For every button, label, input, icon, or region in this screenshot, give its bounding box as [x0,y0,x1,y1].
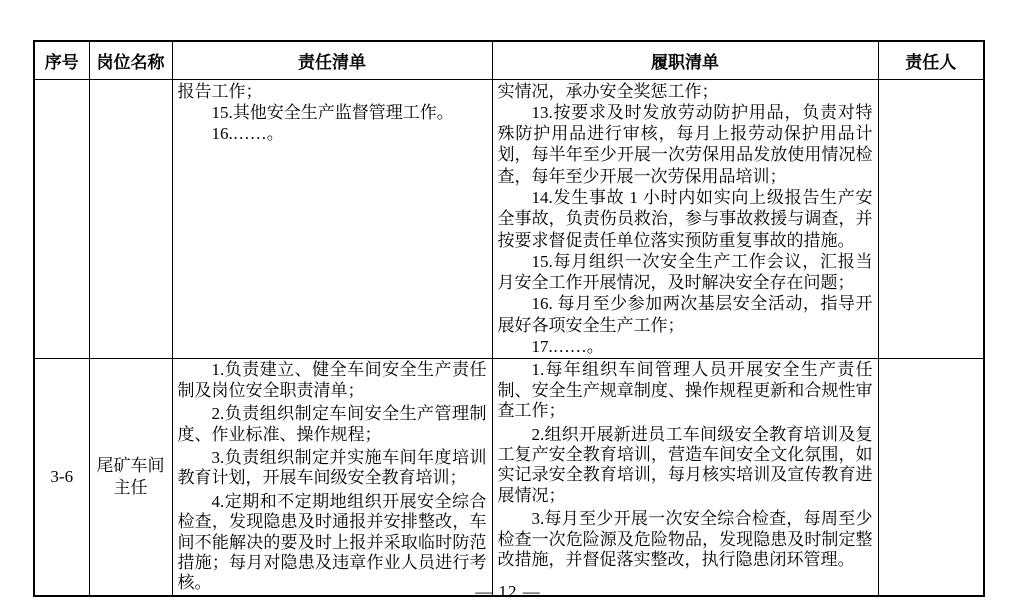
duty-paragraph: 16. 每月至少参加两次基层安全活动，指导开展好各项安全生产工作； [497,294,873,335]
responsibility-paragraph: 15.其他安全生产监督管理工作。 [211,102,454,122]
serial-cell: 3-6 [34,359,89,596]
duty-paragraph: 17.……。 [531,337,604,357]
col-header-responsibility-list: 责任清单 [172,41,492,79]
duty-cell [492,79,878,359]
position-cell: 尾矿车间主任 [89,359,172,596]
table-row [34,79,984,359]
duty-paragraph: 3.每月至少开展一次安全综合检查，每周至少检查一次危险源及危险物品，发现隐患及时制定整改措施，并督促落实整改，执行隐患闭环管理。 [497,509,873,570]
page-number: — 12 — [475,582,541,601]
col-header-responsible-person: 责任人 [878,41,984,79]
duty-paragraph: 实情况，承办安全奖惩工作； [497,81,719,101]
responsibility-paragraph: 4.定期和不定期地组织开展安全综合检查，发现隐患及时通报并安排整改，车间不能解决的要及时上报并采取临时防范措施；每月对隐患及违章作业人员进行考核。 [177,491,487,593]
responsibility-cell [172,359,492,596]
col-header-position: 岗位名称 [89,41,172,79]
responsible-person-cell [878,79,984,359]
responsibility-paragraph: 报告工作； [177,81,263,101]
duty-paragraph: 15.每月组织一次安全生产工作会议，汇报当月安全工作开展情况，及时解决安全存在问题； [497,251,873,293]
table-row [34,359,984,596]
col-header-serial: 序号 [34,41,89,79]
responsibility-paragraph: 2.负责组织制定车间安全生产管理制度、作业标准、操作规程； [177,404,487,444]
responsibility-paragraph: 16.……。 [211,124,284,144]
responsible-person-cell [878,359,984,596]
position-cell [89,79,172,359]
responsibility-paragraph: 1.负责建立、健全车间安全生产责任制及岗位安全职责清单； [177,360,487,400]
duty-paragraph: 1.每年组织车间管理人员开展安全生产责任制、安全生产规章制度、操作规程更新和合规性审查工作； [497,360,873,421]
responsibility-paragraph: 3.负责组织制定并实施车间年度培训教育计划，开展车间级安全教育培训； [177,447,487,488]
serial-cell [34,79,89,359]
duty-cell [492,359,878,596]
duty-paragraph: 2.组织开展新进员工车间级安全教育培训及复工复产安全教育培训，营造车间安全文化氛围，如实记录安全教育培训，每月核实培训及宣传教育进展情况； [497,424,873,505]
duty-paragraph: 13.按要求及时发放劳动防护用品，负责对特殊防护用品进行审核，每月上报劳动保护用品计划，每半年至少开展一次劳保用品发放使用情况检查，每年至少开展一次劳保用品培训； [497,102,873,186]
responsibility-table [33,40,985,597]
table-header-row [34,41,984,79]
col-header-duty-list: 履职清单 [492,41,878,79]
responsibility-cell [172,79,492,359]
duty-paragraph: 14.发生事故 1 小时内如实向上级报告生产安全事故，负责伤员救治，参与事故救援与调查，并按要求督促责任单位落实预防重复事故的措施。 [497,187,873,250]
